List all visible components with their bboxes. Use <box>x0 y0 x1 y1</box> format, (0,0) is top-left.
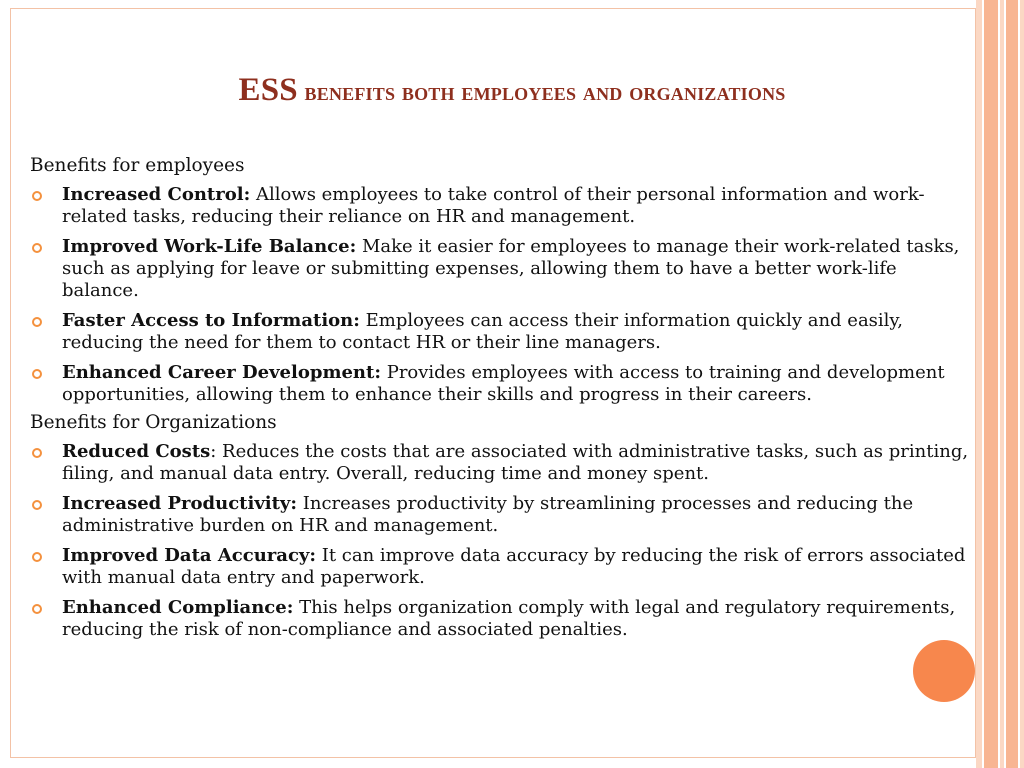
slide-content <box>30 155 970 649</box>
item-title: Faster Access to Information: <box>62 310 360 331</box>
title-text: benefits both employees and organizations <box>304 77 786 106</box>
stripe <box>1006 0 1018 768</box>
list-item <box>30 493 970 537</box>
bullet-circle-icon <box>32 552 42 562</box>
list-item <box>30 184 970 228</box>
title-acronym: ESS <box>238 72 298 108</box>
item-text: Allows employees to take control of their personal information and work-related tasks, reducing their reliance on HR and management. <box>62 184 925 227</box>
item-text: Employees can access their information quickly and easily, reducing the need for them to contact HR or their line managers. <box>62 310 903 353</box>
item-title: Increased Control: <box>62 184 251 205</box>
employees-heading: Benefits for employees <box>30 155 245 176</box>
item-text: Provides employees with access to training and development opportunities, allowing them to enhance their skills and progress in their careers. <box>62 362 945 405</box>
bullet-circle-icon <box>32 500 42 510</box>
item-title: Improved Data Accuracy: <box>62 545 317 566</box>
bullet-circle-icon <box>32 604 42 614</box>
stripe <box>1000 0 1004 768</box>
list-item <box>30 597 970 641</box>
item-title: Enhanced Compliance: <box>62 597 294 618</box>
list-item <box>30 310 970 354</box>
bullet-circle-icon <box>32 191 42 201</box>
list-item <box>30 545 970 589</box>
item-title: Increased Productivity: <box>62 493 298 514</box>
item-text: Make it easier for employees to manage their work-related tasks, such as applying for leave or submitting expenses, allowing them to have a better work-life balance. <box>62 236 960 301</box>
item-text: It can improve data accuracy by reducing the risk of errors associated with manual data entry and paperwork. <box>62 545 966 588</box>
item-title: Enhanced Career Development: <box>62 362 381 383</box>
bullet-circle-icon <box>32 448 42 458</box>
item-text: : Reduces the costs that are associated with administrative tasks, such as printing, filing, and manual data entry. Overall, reducing time and money spent. <box>62 441 969 484</box>
stripe <box>976 0 982 768</box>
bullet-circle-icon <box>32 369 42 379</box>
decorative-circle <box>913 640 975 702</box>
item-title: Improved Work-Life Balance: <box>62 236 357 257</box>
item-text: This helps organization comply with legal and regulatory requirements, reducing the risk of non-compliance and associated penalties. <box>62 597 956 640</box>
stripe <box>1020 0 1024 768</box>
bullet-circle-icon <box>32 317 42 327</box>
organizations-heading: Benefits for Organizations <box>30 412 277 433</box>
bullet-circle-icon <box>32 243 42 253</box>
slide-title <box>0 72 1024 109</box>
stripe <box>984 0 998 768</box>
list-item <box>30 362 970 406</box>
item-text: Increases productivity by streamlining processes and reducing the administrative burden on HR and management. <box>62 493 914 536</box>
list-item <box>30 441 970 485</box>
item-title: Reduced Costs <box>62 441 211 462</box>
list-item <box>30 236 970 302</box>
decorative-stripes <box>976 0 1024 768</box>
